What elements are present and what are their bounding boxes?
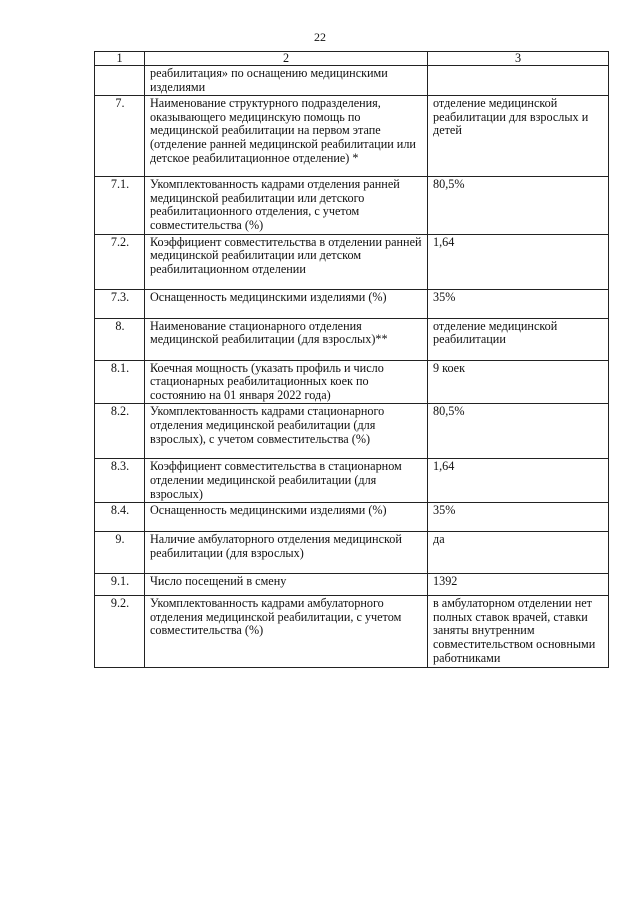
row-value-cell: отделение медицинской реабилитации для взрослых и детей xyxy=(428,96,609,177)
row-name-cell: Коэффициент совместительства в отделении ранней медицинской реабилитации или детском реабилитационном отделении xyxy=(145,234,428,289)
header-cell-2: 2 xyxy=(145,52,428,66)
row-name-cell: Наименование структурного подразделения, оказывающего медицинскую помощь по медицинской реабилитации на первом этапе (отделение ранней медицинской реабилитации или детское реабилитационное отделение) * xyxy=(145,96,428,177)
row-number-cell: 8.2. xyxy=(95,404,145,459)
table-row xyxy=(95,532,609,574)
row-number-cell: 8.1. xyxy=(95,360,145,404)
row-name-cell: Коечная мощность (указать профиль и число стационарных реабилитационных коек по состоянию на 01 января 2022 года) xyxy=(145,360,428,404)
table-row xyxy=(95,574,609,596)
row-value-cell: 1392 xyxy=(428,574,609,596)
table-row xyxy=(95,404,609,459)
row-name-cell: Укомплектованность кадрами отделения ранней медицинской реабилитации или детского реабилитационного отделения, с учетом совместительства (%) xyxy=(145,177,428,234)
row-value-cell: 9 коек xyxy=(428,360,609,404)
table-row xyxy=(95,177,609,234)
row-value-cell xyxy=(428,66,609,96)
row-number-cell: 7.1. xyxy=(95,177,145,234)
table-row xyxy=(95,234,609,289)
table-row xyxy=(95,66,609,96)
row-number-cell: 9.1. xyxy=(95,574,145,596)
row-name-cell: Укомплектованность кадрами амбулаторного отделения медицинской реабилитации, с учетом совместительства (%) xyxy=(145,596,428,668)
row-name-cell: Оснащенность медицинскими изделиями (%) xyxy=(145,503,428,532)
row-number-cell: 9.2. xyxy=(95,596,145,668)
row-name-cell: Наименование стационарного отделения медицинской реабилитации (для взрослых)** xyxy=(145,318,428,360)
row-number-cell: 9. xyxy=(95,532,145,574)
row-value-cell: в амбулаторном отделении нет полных ставок врачей, ставки заняты внутренним совместительством основными работниками xyxy=(428,596,609,668)
row-value-cell: 35% xyxy=(428,289,609,318)
row-number-cell: 8. xyxy=(95,318,145,360)
table-row xyxy=(95,289,609,318)
row-value-cell: 1,64 xyxy=(428,234,609,289)
header-cell-3: 3 xyxy=(428,52,609,66)
row-name-cell: реабилитация» по оснащению медицинскими изделиями xyxy=(145,66,428,96)
row-number-cell: 7.3. xyxy=(95,289,145,318)
row-number-cell xyxy=(95,66,145,96)
header-cell-1: 1 xyxy=(95,52,145,66)
table-row xyxy=(95,96,609,177)
table-row xyxy=(95,459,609,503)
row-name-cell: Число посещений в смену xyxy=(145,574,428,596)
table-header-row xyxy=(95,52,609,66)
table-body xyxy=(95,52,609,668)
table-row xyxy=(95,360,609,404)
row-value-cell: отделение медицинской реабилитации xyxy=(428,318,609,360)
row-value-cell: 80,5% xyxy=(428,177,609,234)
table-row xyxy=(95,596,609,668)
row-name-cell: Укомплектованность кадрами стационарного отделения медицинской реабилитации (для взрослых), с учетом совместительства (%) xyxy=(145,404,428,459)
row-number-cell: 8.3. xyxy=(95,459,145,503)
row-value-cell: да xyxy=(428,532,609,574)
table-row xyxy=(95,503,609,532)
data-table xyxy=(94,51,609,668)
page-number: 22 xyxy=(314,30,326,44)
row-name-cell: Оснащенность медицинскими изделиями (%) xyxy=(145,289,428,318)
table-row xyxy=(95,318,609,360)
row-number-cell: 8.4. xyxy=(95,503,145,532)
row-name-cell: Коэффициент совместительства в стационарном отделении медицинской реабилитации (для взрослых) xyxy=(145,459,428,503)
row-number-cell: 7.2. xyxy=(95,234,145,289)
row-value-cell: 35% xyxy=(428,503,609,532)
row-value-cell: 80,5% xyxy=(428,404,609,459)
row-name-cell: Наличие амбулаторного отделения медицинской реабилитации (для взрослых) xyxy=(145,532,428,574)
row-value-cell: 1,64 xyxy=(428,459,609,503)
row-number-cell: 7. xyxy=(95,96,145,177)
